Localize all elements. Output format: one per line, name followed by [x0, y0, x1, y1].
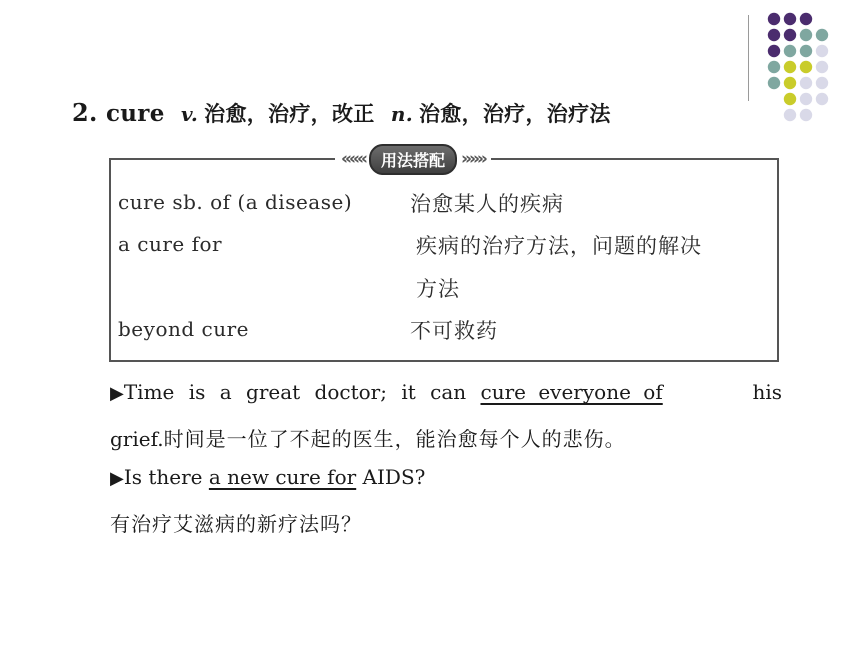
decorative-dot	[768, 77, 780, 89]
usage-phrase-1: cure sb. of (a disease)	[118, 190, 353, 214]
decorative-dot	[768, 45, 780, 57]
example-2-line-1	[110, 465, 425, 489]
decorative-dot	[816, 29, 828, 41]
pos-verb: v.	[180, 102, 199, 126]
example-1-line2-en: grief.	[110, 427, 164, 451]
decorative-dot	[816, 45, 828, 57]
chevron-right-icon: »»»	[460, 149, 485, 169]
decorative-dot	[816, 93, 828, 105]
decorative-dot	[800, 29, 812, 41]
example-1-underlined: cure everyone of	[480, 380, 663, 404]
usage-meaning-2: 疾病的治疗方法，问题的解决	[416, 234, 702, 258]
entry-heading	[72, 98, 712, 128]
example-2-text-before: Is there	[123, 465, 209, 489]
example-1-translation: 时间是一位了不起的医生，能治愈每个人的悲伤。	[163, 427, 626, 451]
decorative-dot	[784, 61, 796, 73]
chevron-left-icon: «««	[341, 149, 365, 169]
bullet-triangle-icon: ▶	[110, 383, 124, 404]
entry-word: cure	[105, 100, 165, 127]
decorative-dot	[768, 29, 780, 41]
decorative-dot	[784, 45, 796, 57]
usage-badge-wrap	[335, 144, 491, 174]
example-1-text-after: his	[752, 380, 782, 404]
usage-badge: 用法搭配	[369, 144, 457, 175]
decorative-dot	[784, 13, 796, 25]
decorative-dot	[800, 93, 812, 105]
example-2-underlined: a new cure for	[208, 465, 357, 489]
noun-meanings: 治愈，治疗，治疗法	[418, 102, 611, 126]
example-2-translation: 有治疗艾滋病的新疗法吗？	[110, 512, 362, 536]
decorative-dot	[784, 109, 796, 121]
decorative-dot	[784, 29, 796, 41]
usage-meaning-2-cont: 方法	[416, 277, 460, 301]
decorative-dot	[800, 13, 812, 25]
decorative-dot	[800, 77, 812, 89]
usage-phrase-3: beyond cure	[118, 317, 249, 341]
decorative-dot	[800, 61, 812, 73]
pos-noun: n.	[390, 102, 413, 126]
decorative-dot	[768, 61, 780, 73]
decorative-dot	[816, 61, 828, 73]
decorative-dot	[800, 109, 812, 121]
decorative-dot	[800, 45, 812, 57]
example-1-text-before: Time is a great doctor; it can	[123, 380, 481, 404]
example-2-text-after: AIDS?	[356, 465, 426, 489]
example-1-line-2	[110, 423, 626, 452]
usage-phrase-2: a cure for	[118, 232, 223, 256]
decorative-divider-line	[748, 15, 749, 101]
decorative-dot	[768, 13, 780, 25]
decorative-dot	[784, 77, 796, 89]
example-1-line-1	[110, 380, 782, 404]
usage-meaning-3: 不可救药	[410, 319, 498, 343]
bullet-triangle-icon: ▶	[110, 468, 124, 489]
verb-meanings: 治愈，治疗，改正	[204, 102, 375, 126]
usage-meaning-1: 治愈某人的疾病	[410, 192, 564, 216]
decorative-dot	[816, 77, 828, 89]
decorative-dot	[784, 93, 796, 105]
entry-number: 2.	[72, 98, 98, 127]
